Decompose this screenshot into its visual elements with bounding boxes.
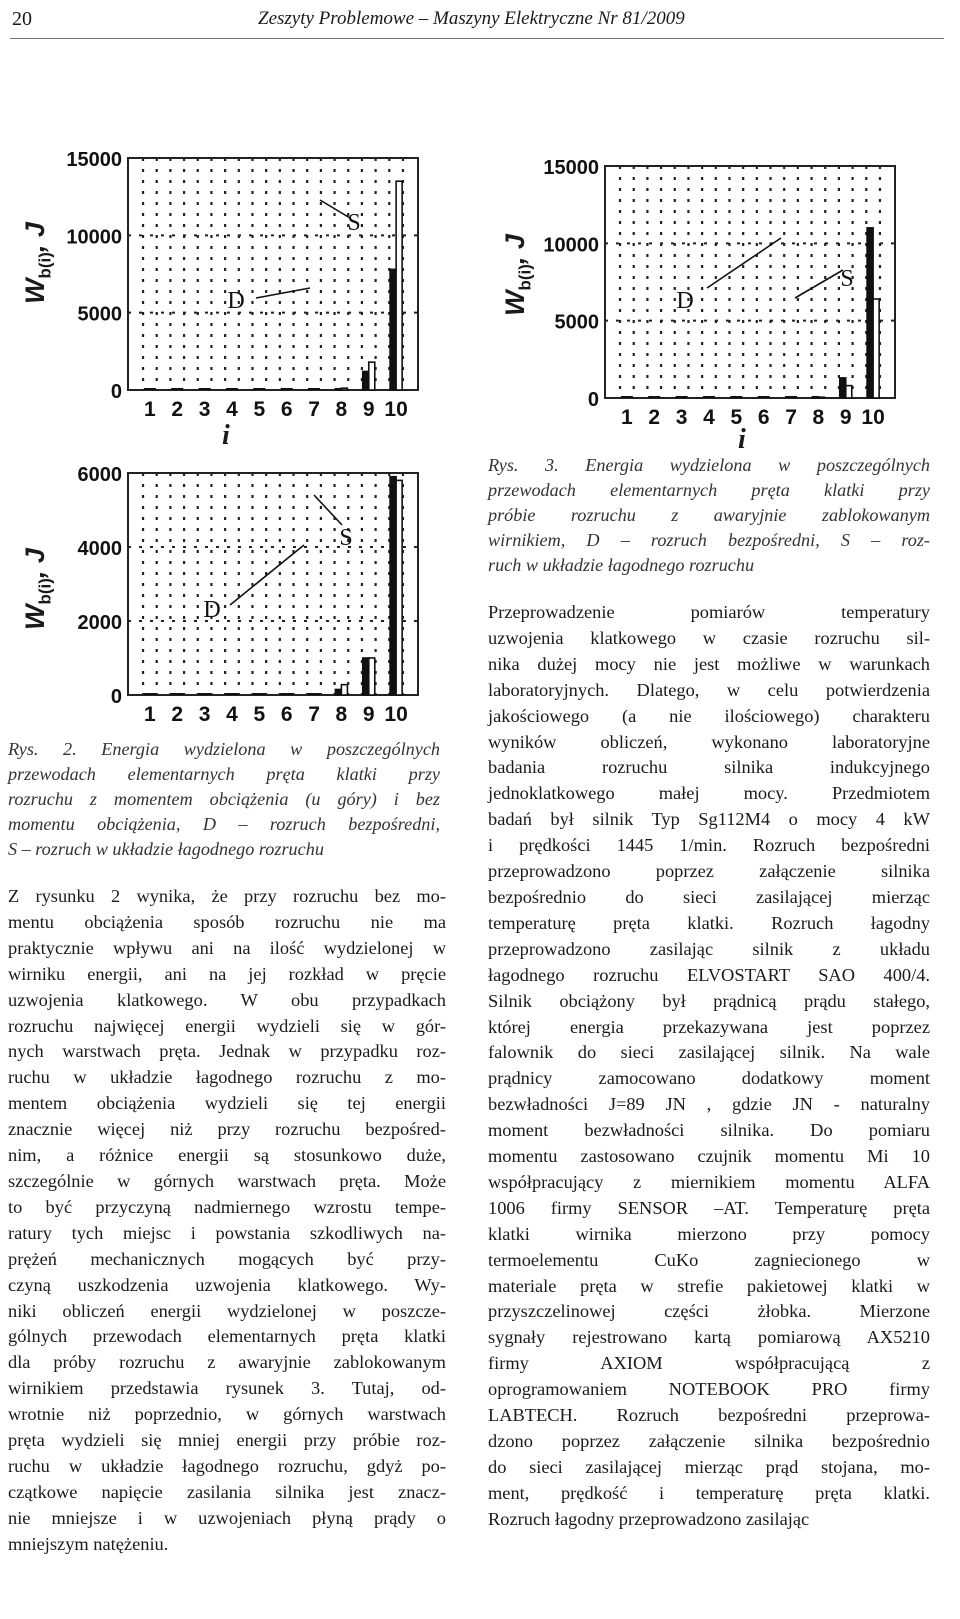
annotation-d: D <box>227 288 245 314</box>
text-line: prądnicy zamocowano dodatkowy moment <box>488 1068 930 1089</box>
text-line: gólnych przewodach elementarnych pręta klatki <box>8 1326 446 1347</box>
bar-s <box>736 396 742 398</box>
x-tick-label: 2 <box>171 703 184 726</box>
text-line: nim, a różnice energii są stosunkowo duże, <box>8 1145 446 1166</box>
bar-s <box>709 396 715 398</box>
x-tick-label: 5 <box>253 703 266 726</box>
y-tick-label: 5000 <box>554 311 599 334</box>
text-line: Rozruch łagodny przeprowadzono zasilając <box>488 1508 810 1529</box>
text-line: uzwojenia klatkowego. W obu przypadkach <box>8 989 446 1010</box>
bar-d <box>703 396 709 398</box>
bar-s <box>341 685 347 695</box>
text-line: praktycznie wpływu ani na ilość wydzielonej w <box>8 937 446 958</box>
y-tick-label: 15000 <box>543 157 599 179</box>
bar-d <box>281 693 287 695</box>
caption-rys2 <box>8 737 440 862</box>
bar-d <box>363 371 369 390</box>
text-line: czątkowe napięcie zasilania silnika jest znacz- <box>8 1481 446 1502</box>
chart-svg <box>543 148 905 438</box>
bar-s <box>341 388 347 390</box>
bar-d <box>199 693 205 695</box>
caption-line: rozruchu z momentem obciążenia (u góry) i bez <box>8 789 440 809</box>
bar-d <box>171 388 177 390</box>
x-tick-label: 5 <box>730 406 743 429</box>
bar-s <box>259 693 265 695</box>
text-line: ruchu w układzie łagodnego rozruchu z mo- <box>8 1067 446 1088</box>
y-tick-label: 2000 <box>77 612 122 634</box>
chart-rys2-top-xlabel: i <box>222 420 230 451</box>
caption-line: ruch w układzie łagodnego rozruchu <box>488 555 755 575</box>
text-line: czyną uszkodzenia uzwojenia klatkowego. Wy- <box>8 1274 446 1295</box>
x-tick-label: 2 <box>648 406 661 429</box>
bar-s <box>846 386 852 398</box>
bar-s <box>682 396 688 398</box>
x-tick-label: 2 <box>171 398 184 421</box>
text-line: badania rozruchu silnika indukcyjnego <box>488 757 930 778</box>
bar-s <box>396 480 402 695</box>
chart-rys3-ylabel: $W_{b(i)}$, J <box>500 234 535 316</box>
text-line: bezpośrednio do sieci zasilającej mierząc <box>488 886 930 907</box>
bar-d <box>676 396 682 398</box>
chart-svg <box>66 140 428 430</box>
bar-d <box>144 388 150 390</box>
bar-s <box>396 181 402 390</box>
page-number: 20 <box>12 8 32 30</box>
text-line: badań był silnik Typ Sg112M4 o mocy 4 kW <box>488 809 930 830</box>
text-line: pręta wydzieli się mniej energii przy próbie roz- <box>8 1430 446 1451</box>
bar-d <box>867 228 873 398</box>
bar-s <box>791 396 797 398</box>
chart-rys2-top <box>66 140 428 430</box>
x-tick-label: 4 <box>703 406 715 429</box>
caption-line: próbie rozruchu z awaryjnie zablokowanym <box>488 505 930 525</box>
x-tick-label: 10 <box>861 406 885 429</box>
x-tick-label: 7 <box>308 703 320 726</box>
caption-line: S – rozruch w układzie łagodnego rozruchu <box>8 839 324 859</box>
text-line: ment, prędkość i temperaturę pręta klatki. <box>488 1482 930 1503</box>
bar-d <box>253 693 259 695</box>
x-tick-label: 9 <box>362 398 375 421</box>
bar-d <box>171 693 177 695</box>
caption-line: momentu obciążenia, D – rozruch bezpośredni, <box>8 814 440 834</box>
x-tick-label: 1 <box>144 398 156 421</box>
text-line: jednoklatkowego małej mocy. Przedmiotem <box>488 783 930 804</box>
chart-rys3-xlabel: i <box>738 424 746 455</box>
text-line: firmy AXIOM współpracującą z <box>488 1353 930 1374</box>
caption-rys3 <box>488 453 930 578</box>
text-line: Z rysunku 2 wynika, że przy rozruchu bez mo- <box>8 886 446 906</box>
text-line: materiale pręta w strefie pakietowej klatki w <box>488 1275 930 1296</box>
text-line: wirnikiem przedstawia rysunek 3. Tutaj, od- <box>8 1378 446 1399</box>
x-tick-label: 6 <box>280 398 293 421</box>
text-line: moment bezwładności silnika. Do pomiaru <box>488 1120 930 1141</box>
bar-d <box>730 396 736 398</box>
bar-s <box>369 362 375 390</box>
x-tick-label: 8 <box>812 406 825 429</box>
x-tick-label: 4 <box>226 703 238 726</box>
y-tick-label: 0 <box>110 381 122 403</box>
x-tick-label: 9 <box>839 406 852 429</box>
text-line: ratury tych miejsc i powstania szkodliwych na- <box>8 1222 446 1243</box>
bar-d <box>281 388 287 390</box>
bar-s <box>873 299 879 398</box>
text-line: dzono poprzez załączenie silnika bezpośrednio <box>488 1431 930 1451</box>
y-tick-label: 10000 <box>66 226 122 249</box>
caption-line: Rys. 2. Energia wydzielona w poszczególnych <box>8 739 440 759</box>
y-tick-label: 15000 <box>66 149 122 171</box>
bar-d <box>363 658 369 695</box>
x-tick-label: 3 <box>198 398 211 421</box>
text-line: nych warstwach pręta. Jednak w przypadku roz- <box>8 1041 446 1062</box>
bar-s <box>654 396 660 398</box>
header-divider <box>10 38 944 39</box>
text-line: szczególnie w górnych warstwach pręta. Może <box>8 1170 446 1191</box>
bar-d <box>648 396 654 398</box>
text-line: LABTECH. Rozruch bezpośredni przeprowa- <box>488 1405 930 1426</box>
text-line: falownik do sieci zasilającej silnik. Na wale <box>488 1042 930 1063</box>
text-line: jakościowego (a nie ilościowego) charakteru <box>488 705 930 726</box>
x-tick-label: 6 <box>757 406 770 429</box>
bar-s <box>205 693 211 695</box>
x-tick-label: 10 <box>384 703 408 726</box>
text-line: znacznie więcej niż przy rozruchu bezpośred- <box>8 1119 446 1140</box>
y-tick-label: 0 <box>587 389 599 411</box>
bar-d <box>308 693 314 695</box>
text-line: dla próby rozruchu z awaryjnie zablokowanym <box>8 1352 446 1373</box>
text-line: uzwojenia klatkowego w czasie rozruchu sil- <box>488 627 930 648</box>
bar-s <box>177 388 183 390</box>
annotation-d: D <box>676 288 694 314</box>
bar-s <box>627 396 633 398</box>
x-tick-label: 8 <box>335 398 348 421</box>
bar-d <box>335 689 341 695</box>
bar-s <box>764 396 770 398</box>
text-line: mentu obciążenia sposób rozruchu nie ma <box>8 911 446 932</box>
x-tick-label: 3 <box>198 703 211 726</box>
text-line: termoelementu CuKo zagniecionego w <box>488 1249 930 1270</box>
bar-s <box>259 388 265 390</box>
x-tick-label: 4 <box>226 398 238 421</box>
text-line: przeprowadzono zasilając silnik z układu <box>488 938 930 959</box>
bar-d <box>840 378 846 398</box>
y-tick-label: 0 <box>110 686 122 708</box>
text-line: do sieci zasilającej mierząc prąd stojana, mo- <box>488 1456 930 1477</box>
bar-s <box>150 388 156 390</box>
bar-s <box>369 658 375 695</box>
bar-s <box>287 693 293 695</box>
annotation-s: S <box>347 210 361 236</box>
x-tick-label: 1 <box>144 703 156 726</box>
x-tick-label: 5 <box>253 398 266 421</box>
text-line: wyników obliczeń, wykonano laboratoryjne <box>488 731 930 752</box>
text-line: mniejszym natężeniu. <box>8 1533 169 1554</box>
bar-s <box>205 388 211 390</box>
text-line: ruchu w układzie łagodnego rozruchu, gdyż po- <box>8 1455 446 1476</box>
bar-d <box>226 388 232 390</box>
bar-s <box>314 693 320 695</box>
text-line: i prędkości 1445 1/min. Rozruch bezpośredni <box>488 835 930 856</box>
text-line: współpracujący z miernikiem momentu ALFA <box>488 1171 930 1192</box>
bar-s <box>150 693 156 695</box>
chart-rys2-top-ylabel: $W_{b(i)}$, J <box>20 222 55 304</box>
x-tick-label: 6 <box>280 703 293 726</box>
bar-d <box>758 396 764 398</box>
chart-rys3 <box>543 148 905 438</box>
chart-rys2-bottom-ylabel: $W_{b(i)}$, J <box>20 548 55 630</box>
x-tick-label: 7 <box>785 406 797 429</box>
caption-line: Rys. 3. Energia wydzielona w poszczególnych <box>488 455 930 475</box>
text-line: momentu zastosowano czujnik momentu Mi 10 <box>488 1146 930 1167</box>
text-line: której energia przekazywana jest poprzez <box>488 1016 930 1037</box>
bar-d <box>144 693 150 695</box>
bar-s <box>287 388 293 390</box>
text-line: nika dużej mocy nie jest możliwe w warunkach <box>488 653 930 674</box>
text-line: bezwładności J=89 JN , gdzie JN - naturalny <box>488 1094 930 1115</box>
annotation-s: S <box>339 525 353 551</box>
caption-line: przewodach elementarnych pręta klatki przy <box>488 480 930 500</box>
text-line: wrotnie niż poprzednio, w górnych warstwach <box>8 1404 446 1425</box>
bar-d <box>621 396 627 398</box>
text-line: niki obliczeń energii wydzielonej w poszcze- <box>8 1300 446 1321</box>
text-line: nie mniejsze i w uzwojeniach płyną prądy o <box>8 1507 446 1528</box>
text-line: oprogramowaniem NOTEBOOK PRO firmy <box>488 1379 930 1400</box>
y-tick-label: 5000 <box>77 303 122 326</box>
y-tick-label: 4000 <box>77 538 122 560</box>
text-line: laboratoryjnych. Dlatego, w celu potwierdzenia <box>488 679 930 700</box>
text-line: mentem obciążenia wydzieli się tej energii <box>8 1093 446 1114</box>
bar-d <box>335 389 341 390</box>
bar-d <box>308 388 314 390</box>
x-tick-label: 10 <box>384 398 408 421</box>
text-line: Przeprowadzenie pomiarów temperatury <box>488 602 930 622</box>
chart-rys2-bottom <box>77 455 428 733</box>
x-tick-label: 1 <box>621 406 633 429</box>
bar-d <box>785 396 791 398</box>
bar-d <box>226 693 232 695</box>
text-line: 1006 firmy SENSOR –AT. Temperaturę pręta <box>488 1197 930 1218</box>
text-line: Silnik obciążony był prądnicą prądu stałego, <box>488 990 930 1011</box>
text-line: prężeń mechanicznych mogących być przy- <box>8 1248 446 1269</box>
bar-d <box>812 397 818 398</box>
bar-s <box>177 693 183 695</box>
y-tick-label: 6000 <box>77 464 122 486</box>
x-tick-label: 9 <box>362 703 375 726</box>
text-line: klatki wirnika mierzono przy pomocy <box>488 1223 930 1244</box>
right-column-text <box>488 600 930 1533</box>
text-line: łagodnego rozruchu ELVOSTART SAO 400/4. <box>488 964 930 985</box>
x-tick-label: 8 <box>335 703 348 726</box>
bar-s <box>818 397 824 398</box>
annotation-d: D <box>203 597 221 623</box>
left-column-text <box>8 884 446 1558</box>
bar-s <box>232 693 238 695</box>
text-line: temperaturę pręta klatki. Rozruch łagodny <box>488 912 930 933</box>
bar-s <box>232 388 238 390</box>
bar-d <box>253 388 259 390</box>
caption-line: przewodach elementarnych pręta klatki przy <box>8 764 440 784</box>
bar-d <box>199 388 205 390</box>
annotation-s: S <box>840 266 854 292</box>
bar-d <box>390 477 396 695</box>
caption-line: wirnikiem, D – rozruch bezpośredni, S – roz- <box>488 530 930 550</box>
journal-title: Zeszyty Problemowe – Maszyny Elektryczne Nr 81/2009 <box>258 8 685 29</box>
x-tick-label: 3 <box>675 406 688 429</box>
bar-s <box>314 388 320 390</box>
y-tick-label: 10000 <box>543 234 599 257</box>
text-line: sygnały rejestrowano kartą pomiarową AX5210 <box>488 1327 930 1348</box>
text-line: to być przyczyną nadmiernego wzrostu tempe- <box>8 1196 446 1217</box>
chart-svg <box>77 455 428 733</box>
text-line: przyszczelinowej części żłobka. Mierzone <box>488 1301 930 1322</box>
text-line: rozruchu najwięcej energii wydzieli się w gór- <box>8 1015 446 1036</box>
x-tick-label: 7 <box>308 398 320 421</box>
text-line: przeprowadzono poprzez załączenie silnika <box>488 861 930 882</box>
text-line: wirniku energii, ani na jej rozkład w pręcie <box>8 963 446 984</box>
bar-d <box>390 269 396 390</box>
